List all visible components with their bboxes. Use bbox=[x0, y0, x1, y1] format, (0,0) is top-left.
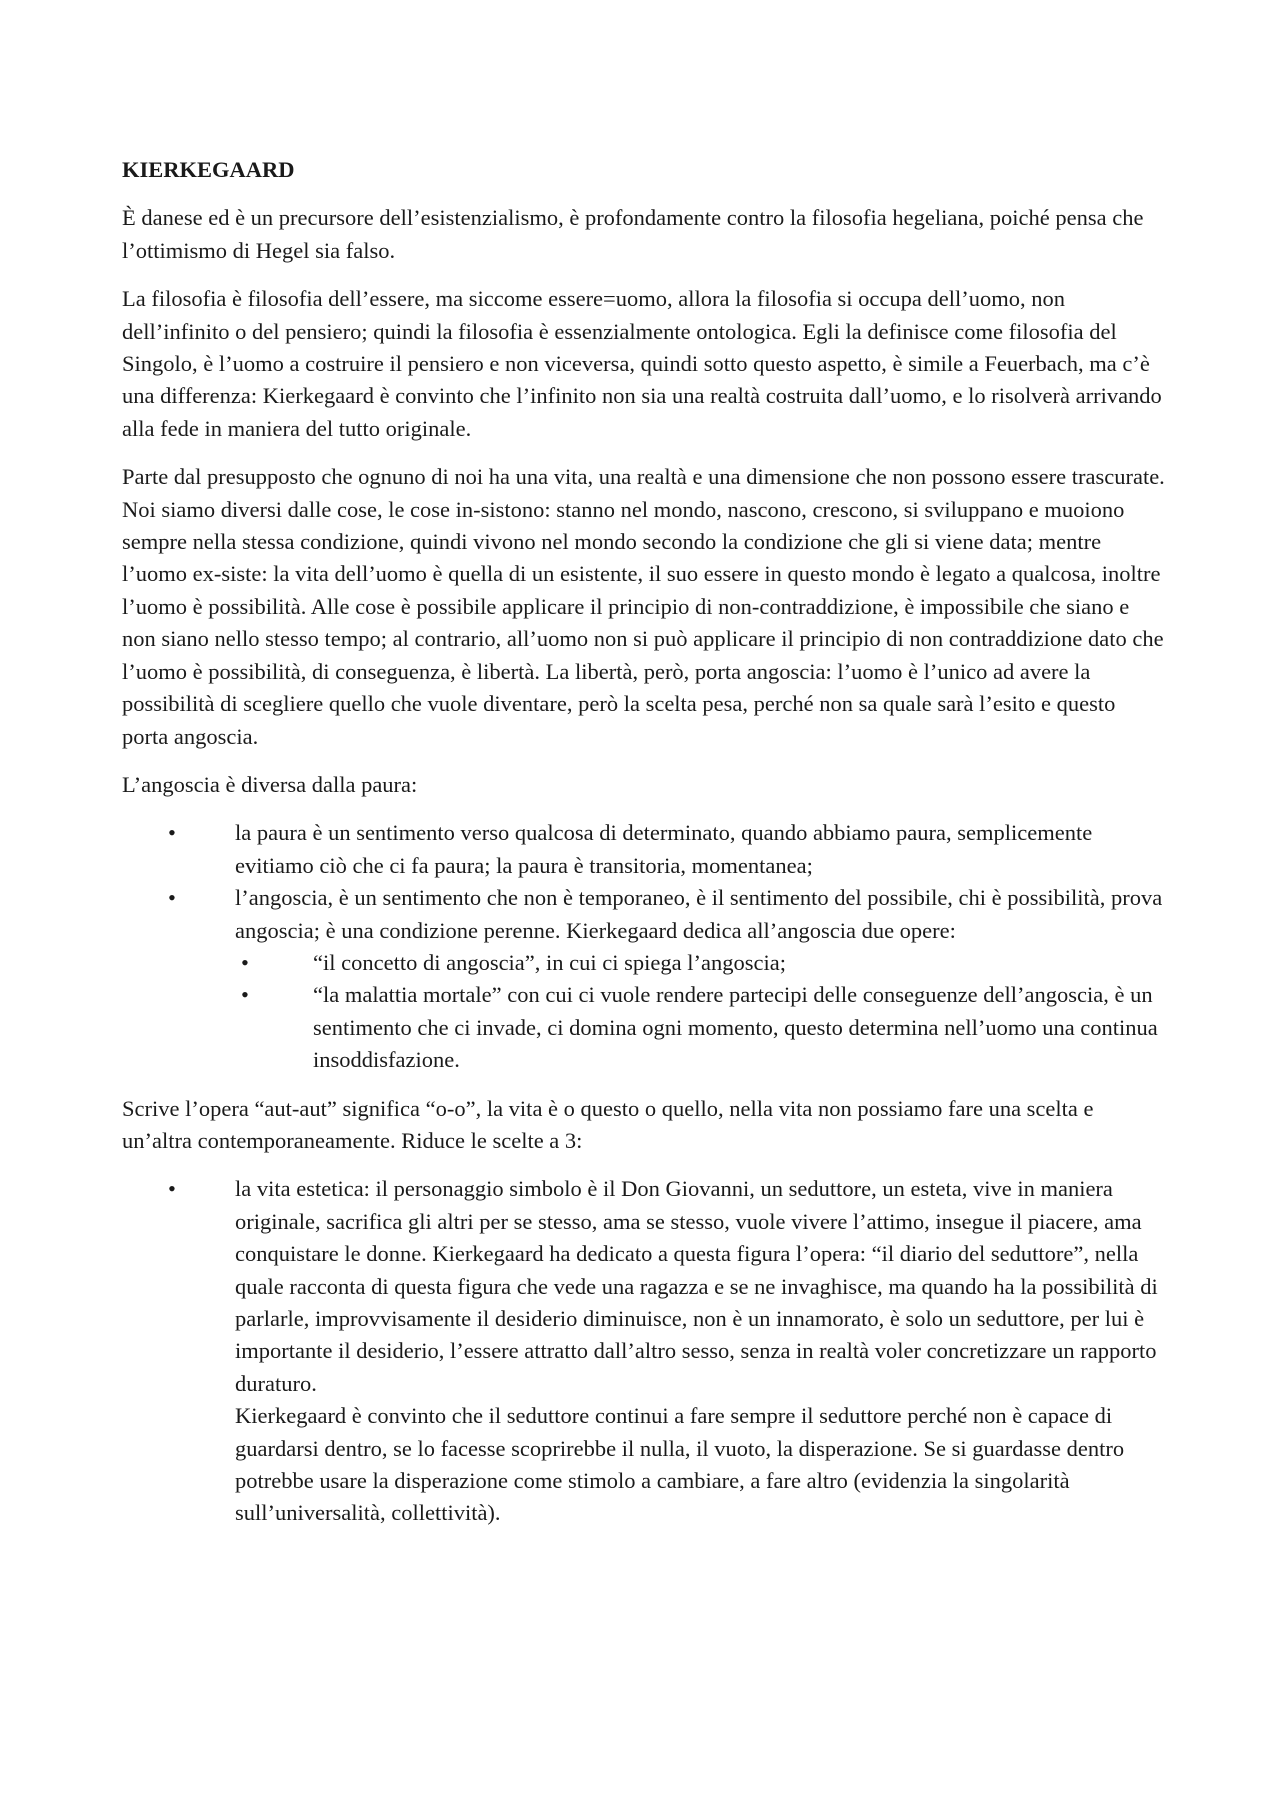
list-item-text: la vita estetica: il personaggio simbolo è il Don Giovanni, un seduttore, un esteta, vive in maniera originale, sacrifica gli altri per se stesso, ama se stesso, vuole vivere l’attimo, insegue il piacere, ama conquistare le donne. Kierkegaard ha dedicato a questa figura l’opera: “il diario del seduttore”, nella quale racconta di questa figura che vede una ragazza e se ne invaghisce, ma quando ha la possibilità di parlarle, improvvisamente il desiderio diminuisce, non è un innamorato, è solo un seduttore, per lui è importante il desiderio, l’essere attratto dall’altro sesso, senza in realtà voler concretizzare un rapporto duraturo. bbox=[235, 1176, 1158, 1396]
list-item-text: la paura è un sentimento verso qualcosa di determinato, quando abbiamo paura, semplicemente evitiamo ciò che ci fa paura; la paura è transitoria, momentanea; bbox=[235, 820, 1093, 878]
choices-list bbox=[122, 1173, 1167, 1529]
list-item bbox=[122, 882, 1167, 1076]
paragraph-existence: Parte dal presupposto che ognuno di noi ha una vita, una realtà e una dimensione che non possono essere trascurate. Noi siamo diversi dalle cose, le cose in-sistono: stanno nel mondo, nascono, crescono, si sviluppano e muoiono sempre nella stessa condizione, quindi vivono nel mondo secondo la condizione che gli si viene data; mentre l’uomo ex-siste: la vita dell’uomo è quella di un esistente, il suo essere in questo mondo è legato a qualcosa, inoltre l’uomo è possibilità. Alle cose è possibile applicare il principio di non-contraddizione, è impossibile che siano e non siano nello stesso tempo; al contrario, all’uomo non si può applicare il principio di non contraddizione dato che l’uomo è possibilità, di conseguenza, è libertà. La libertà, però, porta angoscia: l’uomo è l’unico ad avere la possibilità di scegliere quello che vuole diventare, però la scelta pesa, perché non sa quale sarà l’esito e questo porta angoscia. bbox=[122, 464, 1165, 749]
bullet-icon: • bbox=[168, 820, 176, 846]
list-item bbox=[122, 817, 1167, 882]
list-item bbox=[235, 947, 1167, 979]
list-item-text: “la malattia mortale” con cui ci vuole rendere partecipi delle conseguenze dell’angoscia, è un sentimento che ci invade, ci domina ogni momento, questo determina nell’uomo una continua insoddisfazione. bbox=[313, 982, 1158, 1073]
paragraph-philosophy-of-being: La filosofia è filosofia dell’essere, ma siccome essere=uomo, allora la filosofia si occupa dell’uomo, non dell’infinito o del pensiero; quindi la filosofia è essenzialmente ontologica. Egli la definisce come filosofia del Singolo, è l’uomo a costruire il pensiero e non viceversa, quindi sotto questo aspetto, è simile a Feuerbach, ma c’è una differenza: Kierkegaard è convinto che l’infinito non sia una realtà costruita dall’uomo, e lo risolverà arrivando alla fede in maniera del tutto originale. bbox=[122, 286, 1162, 441]
list-item-text: l’angoscia, è un sentimento che non è temporaneo, è il sentimento del possibile, chi è possibilità, prova angoscia; è una condizione perenne. Kierkegaard dedica all’angoscia due opere: bbox=[235, 885, 1163, 943]
list-item-continuation: Kierkegaard è convinto che il seduttore continui a fare sempre il seduttore perché non è capace di guardarsi dentro, se lo facesse scoprirebbe il nulla, il vuoto, la disperazione. Se si guardasse dentro potrebbe usare la disperazione come stimolo a cambiare, a fare altro (evidenzia la singolarità sull’universalità, collettività). bbox=[235, 1403, 1125, 1526]
bullet-icon: • bbox=[241, 982, 249, 1008]
bullet-icon: • bbox=[168, 885, 176, 911]
anguish-vs-fear-list bbox=[122, 817, 1167, 1076]
document-title: KIERKEGAARD bbox=[122, 157, 295, 182]
paragraph-anguish-intro: L’angoscia è diversa dalla paura: bbox=[122, 771, 418, 797]
document-body bbox=[122, 154, 1167, 1546]
works-list bbox=[235, 947, 1167, 1077]
bullet-icon: • bbox=[241, 949, 249, 975]
list-item-text: “il concetto di angoscia”, in cui ci spiega l’angoscia; bbox=[313, 949, 786, 975]
paragraph-aut-aut: Scrive l’opera “aut-aut” significa “o-o”, la vita è o questo o quello, nella vita non possiamo fare una scelta e un’altra contemporaneamente. Riduce le scelte a 3: bbox=[122, 1095, 1094, 1153]
bullet-icon: • bbox=[168, 1176, 176, 1202]
list-item bbox=[122, 1173, 1167, 1529]
list-item bbox=[235, 979, 1167, 1076]
paragraph-intro: È danese ed è un precursore dell’esistenzialismo, è profondamente contro la filosofia hegeliana, poiché pensa che l’ottimismo di Hegel sia falso. bbox=[122, 205, 1144, 263]
